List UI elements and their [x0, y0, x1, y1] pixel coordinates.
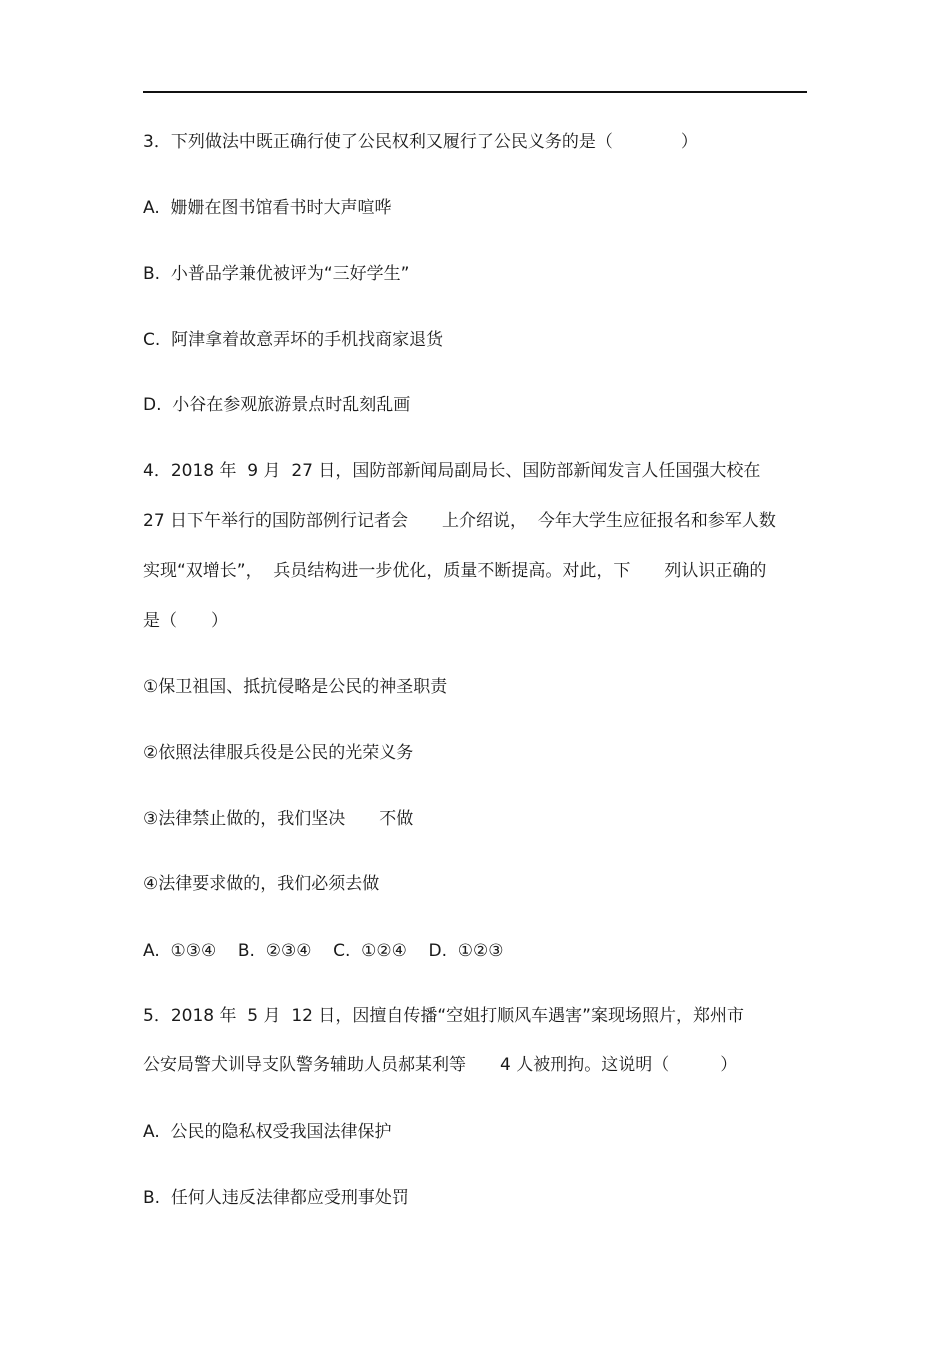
q3-option-c: C. 阿津拿着故意弄坏的手机找商家退货 — [143, 330, 444, 350]
q4-stem-line-3: 实现“双增长”， 兵员结构进一步优化，质量不断提高。对此，下 列认识正确的 — [143, 561, 767, 581]
header-rule — [143, 91, 807, 93]
q3-option-b: B. 小普品学兼优被评为“三好学生” — [143, 264, 410, 284]
q4-statement-2: ②依照法律服兵役是公民的光荣义务 — [143, 743, 414, 763]
q3-stem: 3．下列做法中既正确行使了公民权利又履行了公民义务的是（ ） — [143, 132, 698, 152]
q4-stem-line-4: 是（ ） — [143, 611, 228, 631]
q5-option-b: B. 任何人违反法律都应受刑事处罚 — [143, 1188, 409, 1208]
q4-options: A. ①③④ B. ②③④ C. ①②④ D. ①②③ — [143, 941, 504, 961]
q4-statement-3: ③法律禁止做的，我们坚决 不做 — [143, 809, 414, 829]
q3-option-d: D. 小谷在参观旅游景点时乱刻乱画 — [143, 395, 411, 415]
q4-stem-line-2: 27 日下午举行的国防部例行记者会 上介绍说， 今年大学生应征报名和参军人数 — [143, 511, 776, 531]
q4-statement-1: ①保卫祖国、抵抗侵略是公民的神圣职责 — [143, 677, 448, 697]
q5-option-a: A. 公民的隐私权受我国法律保护 — [143, 1122, 392, 1142]
q4-statement-4: ④法律要求做的，我们必须去做 — [143, 874, 380, 894]
q4-stem-line-1: 4．2018 年 9 月 27 日，国防部新闻局副局长、国防部新闻发言人任国强大校在 — [143, 461, 761, 481]
q5-stem-line-2: 公安局警犬训导支队警务辅助人员郝某利等 4 人被刑拘。这说明（ ） — [143, 1055, 738, 1075]
q5-stem-line-1: 5．2018 年 5 月 12 日，因擅自传播“空姐打顺风车遇害”案现场照片，郑州市 — [143, 1006, 744, 1026]
q3-option-a: A. 姗姗在图书馆看书时大声喧哗 — [143, 198, 392, 218]
